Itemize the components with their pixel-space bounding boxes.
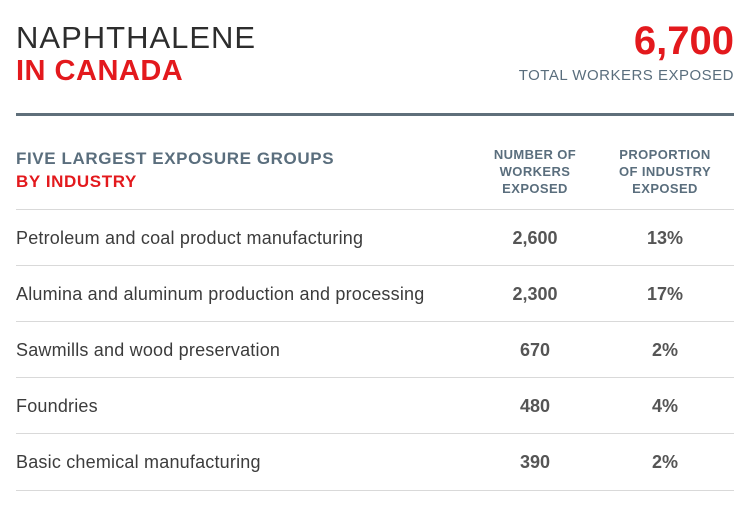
page-title: NAPHTHALENE [16,20,257,55]
proportion-cell: 2% [651,451,678,472]
proportion-cell: 4% [651,395,678,416]
industry-cell: Basic chemical manufacturing [16,452,261,472]
column-header-workers-line: EXPOSED [502,181,568,196]
proportion-cell: 13% [646,227,684,248]
total-workers-value: 6,700 [633,19,734,63]
column-header-workers-line: WORKERS [499,164,571,179]
industry-cell: Foundries [16,396,98,416]
column-header-workers-line: NUMBER OF [493,147,577,162]
table-heading [16,147,334,193]
table-row [16,265,734,322]
page-subtitle: IN CANADA [16,55,184,87]
column-header-proportion [595,146,735,197]
workers-cell: 670 [519,339,551,360]
workers-cell: 2,300 [512,283,558,304]
proportion-cell: 2% [651,339,678,360]
column-header-proportion-line: PROPORTION [619,147,711,162]
workers-cell: 480 [519,395,551,416]
column-header-workers [465,146,605,197]
proportion-cell: 17% [646,283,684,304]
header-divider [16,113,734,116]
table-row [16,377,734,434]
table-heading-line1: FIVE LARGEST EXPOSURE GROUPS [16,149,335,168]
industry-cell: Alumina and aluminum production and processing [16,284,425,304]
workers-cell: 2,600 [512,227,558,248]
workers-cell: 390 [519,451,551,472]
column-header-proportion-line: OF INDUSTRY [618,164,712,179]
table-row [16,433,734,491]
industry-cell: Petroleum and coal product manufacturing [16,228,364,248]
table-row [16,321,734,378]
industry-cell: Sawmills and wood preservation [16,340,281,360]
table-row [16,209,734,266]
total-workers-label: TOTAL WORKERS EXPOSED [518,67,734,84]
table-heading-line2: BY INDUSTRY [16,172,137,191]
column-header-proportion-line: EXPOSED [632,181,698,196]
